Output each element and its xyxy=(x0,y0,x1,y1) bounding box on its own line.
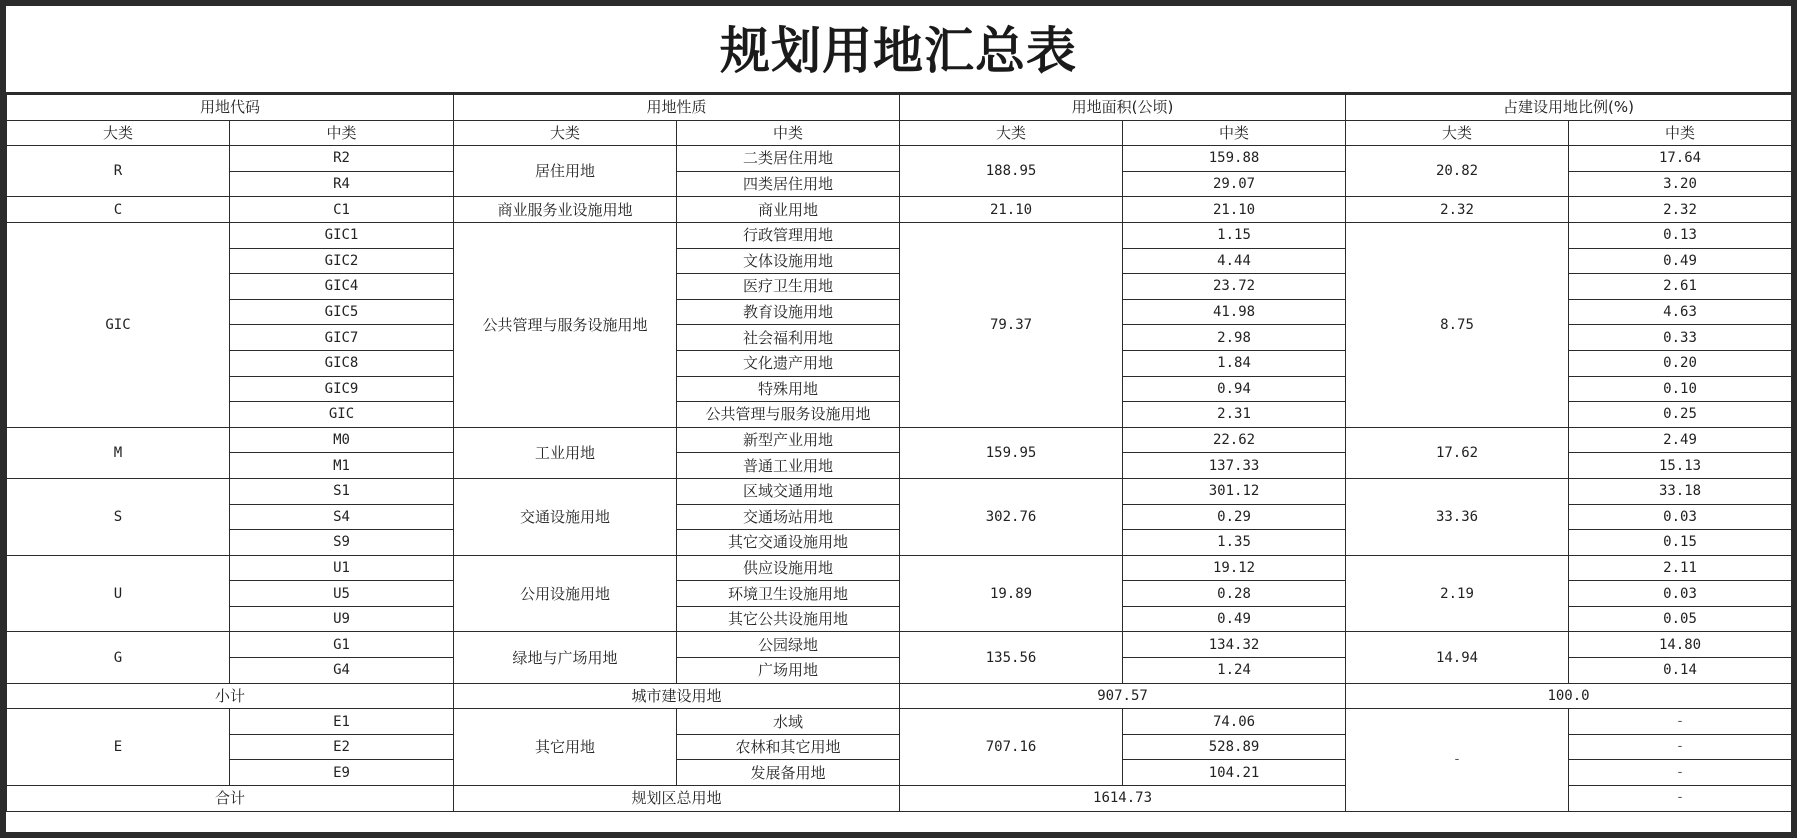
major-code-cell: C xyxy=(7,197,230,223)
minor-code-cell: U5 xyxy=(230,581,454,607)
minor-code-cell: E9 xyxy=(230,760,454,786)
table-row xyxy=(7,478,1792,504)
minor-name-cell: 商业用地 xyxy=(677,197,900,223)
major-code-cell: M xyxy=(7,427,230,478)
minor-ratio-cell: 14.80 xyxy=(1569,632,1792,658)
minor-name-cell: 其它公共设施用地 xyxy=(677,606,900,632)
minor-area-cell: 29.07 xyxy=(1123,171,1346,197)
header-area: 用地面积(公顷) xyxy=(900,95,1346,121)
minor-code-cell: S9 xyxy=(230,530,454,556)
minor-code-cell: M1 xyxy=(230,453,454,479)
minor-name-cell: 农林和其它用地 xyxy=(677,734,900,760)
major-name-cell: 商业服务业设施用地 xyxy=(454,197,677,223)
minor-name-cell: 医疗卫生用地 xyxy=(677,274,900,300)
minor-ratio-cell: 0.03 xyxy=(1569,504,1792,530)
major-ratio-cell: - xyxy=(1346,709,1569,811)
major-code-cell: S xyxy=(7,478,230,555)
minor-ratio-cell: 0.10 xyxy=(1569,376,1792,402)
minor-ratio-cell: 2.61 xyxy=(1569,274,1792,300)
total-label: 合计 xyxy=(7,786,454,812)
major-code-cell: E xyxy=(7,709,230,786)
minor-area-cell: 2.31 xyxy=(1123,402,1346,428)
minor-code-cell: GIC xyxy=(230,402,454,428)
table-row xyxy=(7,709,1792,735)
minor-code-cell: C1 xyxy=(230,197,454,223)
major-ratio-cell: 17.62 xyxy=(1346,427,1569,478)
minor-name-cell: 区域交通用地 xyxy=(677,478,900,504)
minor-name-cell: 特殊用地 xyxy=(677,376,900,402)
minor-area-cell: 4.44 xyxy=(1123,248,1346,274)
minor-area-cell: 1.24 xyxy=(1123,658,1346,684)
major-area-cell: 19.89 xyxy=(900,555,1123,632)
minor-code-cell: GIC1 xyxy=(230,222,454,248)
major-name-cell: 公共管理与服务设施用地 xyxy=(454,222,677,427)
minor-area-cell: 19.12 xyxy=(1123,555,1346,581)
header-ratio: 占建设用地比例(%) xyxy=(1346,95,1792,121)
minor-area-cell: 22.62 xyxy=(1123,427,1346,453)
minor-ratio-cell: 2.32 xyxy=(1569,197,1792,223)
minor-ratio-cell: 0.14 xyxy=(1569,658,1792,684)
major-area-cell: 79.37 xyxy=(900,222,1123,427)
minor-name-cell: 环境卫生设施用地 xyxy=(677,581,900,607)
minor-ratio-cell: 0.03 xyxy=(1569,581,1792,607)
major-area-cell: 707.16 xyxy=(900,709,1123,786)
minor-ratio-cell: - xyxy=(1569,734,1792,760)
minor-ratio-cell: 15.13 xyxy=(1569,453,1792,479)
subtotal-area: 907.57 xyxy=(900,683,1346,709)
total-name: 规划区总用地 xyxy=(454,786,900,812)
minor-area-cell: 1.84 xyxy=(1123,350,1346,376)
header-row-1 xyxy=(7,95,1792,121)
minor-ratio-cell: 0.33 xyxy=(1569,325,1792,351)
minor-code-cell: E2 xyxy=(230,734,454,760)
header-nature-major: 大类 xyxy=(454,120,677,146)
minor-ratio-cell: 17.64 xyxy=(1569,146,1792,172)
major-name-cell: 公用设施用地 xyxy=(454,555,677,632)
minor-area-cell: 0.28 xyxy=(1123,581,1346,607)
minor-ratio-cell: 3.20 xyxy=(1569,171,1792,197)
minor-ratio-cell: - xyxy=(1569,709,1792,735)
major-ratio-cell: 2.32 xyxy=(1346,197,1569,223)
minor-ratio-cell: - xyxy=(1569,760,1792,786)
minor-name-cell: 教育设施用地 xyxy=(677,299,900,325)
minor-code-cell: GIC8 xyxy=(230,350,454,376)
major-ratio-cell: 8.75 xyxy=(1346,222,1569,427)
major-name-cell: 绿地与广场用地 xyxy=(454,632,677,683)
minor-ratio-cell: 0.49 xyxy=(1569,248,1792,274)
minor-area-cell: 21.10 xyxy=(1123,197,1346,223)
minor-code-cell: G4 xyxy=(230,658,454,684)
minor-code-cell: GIC9 xyxy=(230,376,454,402)
minor-name-cell: 新型产业用地 xyxy=(677,427,900,453)
minor-code-cell: E1 xyxy=(230,709,454,735)
header-ratio-minor: 中类 xyxy=(1569,120,1792,146)
minor-name-cell: 交通场站用地 xyxy=(677,504,900,530)
minor-code-cell: S4 xyxy=(230,504,454,530)
minor-area-cell: 74.06 xyxy=(1123,709,1346,735)
minor-area-cell: 0.29 xyxy=(1123,504,1346,530)
major-ratio-cell: 2.19 xyxy=(1346,555,1569,632)
minor-area-cell: 0.49 xyxy=(1123,606,1346,632)
table-row xyxy=(7,427,1792,453)
major-ratio-cell: 14.94 xyxy=(1346,632,1569,683)
header-code-minor: 中类 xyxy=(230,120,454,146)
header-nature-minor: 中类 xyxy=(677,120,900,146)
minor-ratio-cell: 2.11 xyxy=(1569,555,1792,581)
minor-name-cell: 其它交通设施用地 xyxy=(677,530,900,556)
major-area-cell: 21.10 xyxy=(900,197,1123,223)
minor-code-cell: S1 xyxy=(230,478,454,504)
major-area-cell: 159.95 xyxy=(900,427,1123,478)
minor-area-cell: 137.33 xyxy=(1123,453,1346,479)
minor-name-cell: 发展备用地 xyxy=(677,760,900,786)
minor-area-cell: 301.12 xyxy=(1123,478,1346,504)
minor-ratio-cell: 33.18 xyxy=(1569,478,1792,504)
minor-area-cell: 23.72 xyxy=(1123,274,1346,300)
minor-ratio-cell: 0.20 xyxy=(1569,350,1792,376)
minor-ratio-cell: 2.49 xyxy=(1569,427,1792,453)
minor-ratio-cell: 0.15 xyxy=(1569,530,1792,556)
minor-code-cell: G1 xyxy=(230,632,454,658)
minor-name-cell: 水域 xyxy=(677,709,900,735)
major-area-cell: 302.76 xyxy=(900,478,1123,555)
minor-area-cell: 1.15 xyxy=(1123,222,1346,248)
minor-code-cell: U1 xyxy=(230,555,454,581)
major-ratio-cell: 20.82 xyxy=(1346,146,1569,197)
total-area: 1614.73 xyxy=(900,786,1346,812)
minor-code-cell: GIC5 xyxy=(230,299,454,325)
header-row-2 xyxy=(7,120,1792,146)
minor-ratio-cell: 0.13 xyxy=(1569,222,1792,248)
minor-name-cell: 文化遗产用地 xyxy=(677,350,900,376)
major-name-cell: 居住用地 xyxy=(454,146,677,197)
header-ratio-major: 大类 xyxy=(1346,120,1569,146)
minor-code-cell: U9 xyxy=(230,606,454,632)
subtotal-label: 小计 xyxy=(7,683,454,709)
land-use-summary-table xyxy=(6,94,1792,812)
major-code-cell: R xyxy=(7,146,230,197)
major-name-cell: 其它用地 xyxy=(454,709,677,786)
minor-area-cell: 0.94 xyxy=(1123,376,1346,402)
minor-area-cell: 2.98 xyxy=(1123,325,1346,351)
minor-ratio-cell: 0.05 xyxy=(1569,606,1792,632)
subtotal-ratio: 100.0 xyxy=(1346,683,1792,709)
minor-name-cell: 二类居住用地 xyxy=(677,146,900,172)
minor-code-cell: GIC2 xyxy=(230,248,454,274)
minor-area-cell: 41.98 xyxy=(1123,299,1346,325)
minor-area-cell: 159.88 xyxy=(1123,146,1346,172)
minor-name-cell: 公园绿地 xyxy=(677,632,900,658)
header-code-major: 大类 xyxy=(7,120,230,146)
header-code: 用地代码 xyxy=(7,95,454,121)
minor-code-cell: R4 xyxy=(230,171,454,197)
minor-name-cell: 四类居住用地 xyxy=(677,171,900,197)
table-row xyxy=(7,197,1792,223)
major-code-cell: GIC xyxy=(7,222,230,427)
table-row xyxy=(7,222,1792,248)
minor-name-cell: 文体设施用地 xyxy=(677,248,900,274)
major-area-cell: 135.56 xyxy=(900,632,1123,683)
minor-name-cell: 广场用地 xyxy=(677,658,900,684)
major-area-cell: 188.95 xyxy=(900,146,1123,197)
minor-ratio-cell: 4.63 xyxy=(1569,299,1792,325)
minor-code-cell: GIC4 xyxy=(230,274,454,300)
minor-name-cell: 公共管理与服务设施用地 xyxy=(677,402,900,428)
minor-area-cell: 104.21 xyxy=(1123,760,1346,786)
minor-area-cell: 1.35 xyxy=(1123,530,1346,556)
minor-name-cell: 普通工业用地 xyxy=(677,453,900,479)
header-area-major: 大类 xyxy=(900,120,1123,146)
page-title: 规划用地汇总表 xyxy=(6,6,1791,94)
major-ratio-cell: 33.36 xyxy=(1346,478,1569,555)
major-code-cell: G xyxy=(7,632,230,683)
minor-name-cell: 社会福利用地 xyxy=(677,325,900,351)
major-name-cell: 工业用地 xyxy=(454,427,677,478)
minor-ratio-cell: 0.25 xyxy=(1569,402,1792,428)
header-nature: 用地性质 xyxy=(454,95,900,121)
table-row xyxy=(7,632,1792,658)
minor-code-cell: R2 xyxy=(230,146,454,172)
major-code-cell: U xyxy=(7,555,230,632)
header-area-minor: 中类 xyxy=(1123,120,1346,146)
table-row xyxy=(7,146,1792,172)
subtotal-row xyxy=(7,683,1792,709)
total-ratio: - xyxy=(1569,786,1792,812)
minor-name-cell: 行政管理用地 xyxy=(677,222,900,248)
table-row xyxy=(7,555,1792,581)
major-name-cell: 交通设施用地 xyxy=(454,478,677,555)
minor-area-cell: 528.89 xyxy=(1123,734,1346,760)
table-body xyxy=(7,95,1792,812)
minor-area-cell: 134.32 xyxy=(1123,632,1346,658)
minor-code-cell: GIC7 xyxy=(230,325,454,351)
subtotal-name: 城市建设用地 xyxy=(454,683,900,709)
minor-name-cell: 供应设施用地 xyxy=(677,555,900,581)
minor-code-cell: M0 xyxy=(230,427,454,453)
